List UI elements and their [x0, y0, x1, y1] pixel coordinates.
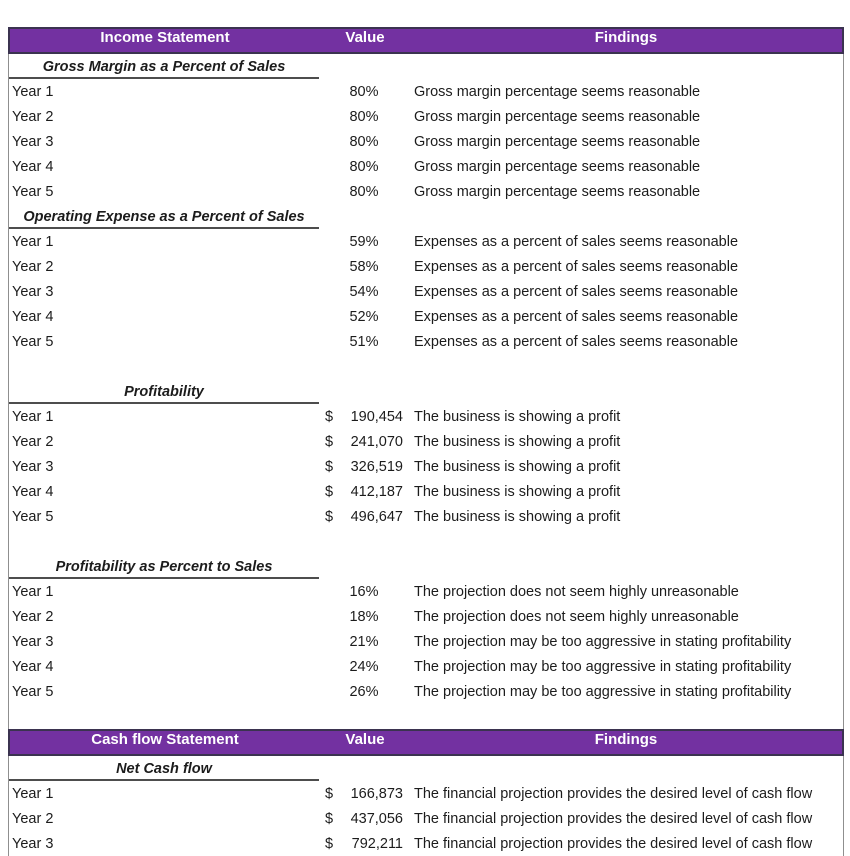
value-cell: [319, 479, 409, 504]
empty-cell: [319, 354, 409, 379]
value-cell: 26%: [349, 683, 379, 700]
table-row: [9, 781, 843, 806]
currency-amount: 437,056: [350, 810, 403, 827]
value-cell: [319, 404, 409, 429]
value-cell: 59%: [349, 233, 379, 250]
finding-cell: Gross margin percentage seems reasonable: [414, 133, 701, 150]
year-label: Year 2: [12, 433, 54, 450]
value-cell: [319, 504, 409, 529]
value-cell: 80%: [349, 133, 379, 150]
column-header-value: Value: [345, 731, 385, 748]
table-header-bar: [8, 729, 844, 756]
empty-value-cell: [319, 554, 409, 579]
empty-cell: [9, 529, 319, 554]
column-header-findings: Findings: [594, 29, 658, 46]
finding-cell: Expenses as a percent of sales seems reasonable: [414, 233, 739, 250]
section-header-row: [9, 54, 843, 79]
empty-value-cell: [319, 756, 409, 781]
year-label: Year 5: [12, 333, 54, 350]
currency-amount: 190,454: [350, 408, 403, 425]
year-label: Year 5: [12, 683, 54, 700]
section-header-row: [9, 204, 843, 229]
table-row: [9, 304, 843, 329]
column-header-value: Value: [345, 29, 385, 46]
empty-cell: [9, 704, 319, 729]
year-label: Year 4: [12, 308, 54, 325]
value-cell: 51%: [349, 333, 379, 350]
table-row: [9, 579, 843, 604]
finding-cell: Expenses as a percent of sales seems reasonable: [414, 333, 739, 350]
year-label: Year 1: [12, 583, 54, 600]
table-row: [9, 279, 843, 304]
table-row: [9, 806, 843, 831]
value-cell: [319, 429, 409, 454]
section-title: Profitability as Percent to Sales: [9, 554, 319, 579]
finding-cell: The projection may be too aggressive in stating profitability: [414, 633, 792, 650]
table-row: [9, 404, 843, 429]
finding-cell: Gross margin percentage seems reasonable: [414, 108, 701, 125]
finding-cell: Gross margin percentage seems reasonable: [414, 83, 701, 100]
section-header-row: [9, 554, 843, 579]
year-label: Year 4: [12, 158, 54, 175]
finding-cell: Expenses as a percent of sales seems reasonable: [414, 258, 739, 275]
currency-amount: 241,070: [350, 433, 403, 450]
table-row: [9, 429, 843, 454]
finding-cell: Gross margin percentage seems reasonable: [414, 183, 701, 200]
value-cell: 52%: [349, 308, 379, 325]
table-row: [9, 504, 843, 529]
finding-cell: The projection may be too aggressive in stating profitability: [414, 683, 792, 700]
empty-cell: [409, 704, 843, 729]
finding-cell: Gross margin percentage seems reasonable: [414, 158, 701, 175]
table-row: [9, 479, 843, 504]
section-title: Profitability: [9, 379, 319, 404]
table-row: [9, 79, 843, 104]
year-label: Year 2: [12, 108, 54, 125]
currency-symbol: $: [325, 458, 334, 475]
year-label: Year 1: [12, 408, 54, 425]
empty-cell: [319, 529, 409, 554]
year-label: Year 3: [12, 133, 54, 150]
currency-amount: 166,873: [350, 785, 403, 802]
blank-row: [9, 529, 843, 554]
value-cell: [319, 454, 409, 479]
value-cell: 80%: [349, 158, 379, 175]
currency-symbol: $: [325, 408, 334, 425]
finding-cell: The projection may be too aggressive in stating profitability: [414, 658, 792, 675]
financial-review-sheet: [8, 27, 844, 856]
empty-value-cell: [319, 204, 409, 229]
table-row: [9, 104, 843, 129]
empty-cell: [9, 354, 319, 379]
year-label: Year 2: [12, 608, 54, 625]
finding-cell: The financial projection provides the desired level of cash flow: [414, 835, 813, 852]
currency-amount: 496,647: [350, 508, 403, 525]
section-title: Operating Expense as a Percent of Sales: [9, 204, 319, 229]
year-label: Year 3: [12, 283, 54, 300]
currency-symbol: $: [325, 785, 334, 802]
value-cell: 58%: [349, 258, 379, 275]
year-label: Year 1: [12, 785, 54, 802]
finding-cell: The business is showing a profit: [414, 408, 621, 425]
value-cell: 16%: [349, 583, 379, 600]
finding-cell: The business is showing a profit: [414, 433, 621, 450]
empty-finding-cell: [409, 54, 843, 79]
table-row: [9, 604, 843, 629]
value-cell: [319, 781, 409, 806]
year-label: Year 5: [12, 508, 54, 525]
table-row: [9, 831, 843, 856]
column-header-statement: Income Statement: [100, 29, 230, 46]
year-label: Year 3: [12, 835, 54, 852]
value-cell: 54%: [349, 283, 379, 300]
table-row: [9, 454, 843, 479]
column-header-findings: Findings: [594, 731, 658, 748]
value-cell: 80%: [349, 183, 379, 200]
table-row: [9, 679, 843, 704]
empty-value-cell: [319, 54, 409, 79]
section-title: Net Cash flow: [9, 756, 319, 781]
finding-cell: The financial projection provides the desired level of cash flow: [414, 785, 813, 802]
value-cell: 80%: [349, 83, 379, 100]
value-cell: [319, 831, 409, 856]
year-label: Year 2: [12, 258, 54, 275]
table-row: [9, 129, 843, 154]
section-header-row: [9, 756, 843, 781]
value-cell: 21%: [349, 633, 379, 650]
year-label: Year 5: [12, 183, 54, 200]
year-label: Year 3: [12, 458, 54, 475]
empty-finding-cell: [409, 554, 843, 579]
table-header-bar: [8, 27, 844, 54]
blank-row: [9, 704, 843, 729]
empty-cell: [319, 704, 409, 729]
table-row: [9, 154, 843, 179]
empty-finding-cell: [409, 204, 843, 229]
table-row: [9, 329, 843, 354]
empty-finding-cell: [409, 756, 843, 781]
empty-cell: [409, 529, 843, 554]
currency-symbol: $: [325, 508, 334, 525]
table-row: [9, 179, 843, 204]
finding-cell: Expenses as a percent of sales seems reasonable: [414, 283, 739, 300]
column-header-statement: Cash flow Statement: [91, 731, 239, 748]
empty-finding-cell: [409, 379, 843, 404]
section-header-row: [9, 379, 843, 404]
empty-value-cell: [319, 379, 409, 404]
finding-cell: Expenses as a percent of sales seems reasonable: [414, 308, 739, 325]
value-cell: 80%: [349, 108, 379, 125]
currency-symbol: $: [325, 433, 334, 450]
currency-amount: 792,211: [351, 835, 403, 852]
currency-amount: 412,187: [350, 483, 403, 500]
table-row: [9, 254, 843, 279]
year-label: Year 3: [12, 633, 54, 650]
finding-cell: The business is showing a profit: [414, 483, 621, 500]
currency-symbol: $: [325, 810, 334, 827]
finding-cell: The projection does not seem highly unreasonable: [414, 608, 739, 625]
currency-symbol: $: [325, 835, 334, 852]
value-cell: [319, 806, 409, 831]
currency-amount: 326,519: [350, 458, 403, 475]
value-cell: 24%: [349, 658, 379, 675]
table-row: [9, 629, 843, 654]
finding-cell: The business is showing a profit: [414, 458, 621, 475]
empty-cell: [409, 354, 843, 379]
table-row: [9, 654, 843, 679]
table-row: [9, 229, 843, 254]
year-label: Year 1: [12, 83, 54, 100]
currency-symbol: $: [325, 483, 334, 500]
year-label: Year 4: [12, 658, 54, 675]
year-label: Year 4: [12, 483, 54, 500]
year-label: Year 2: [12, 810, 54, 827]
blank-row: [9, 354, 843, 379]
finding-cell: The business is showing a profit: [414, 508, 621, 525]
section-title: Gross Margin as a Percent of Sales: [9, 54, 319, 79]
value-cell: 18%: [349, 608, 379, 625]
year-label: Year 1: [12, 233, 54, 250]
finding-cell: The financial projection provides the desired level of cash flow: [414, 810, 813, 827]
finding-cell: The projection does not seem highly unreasonable: [414, 583, 739, 600]
